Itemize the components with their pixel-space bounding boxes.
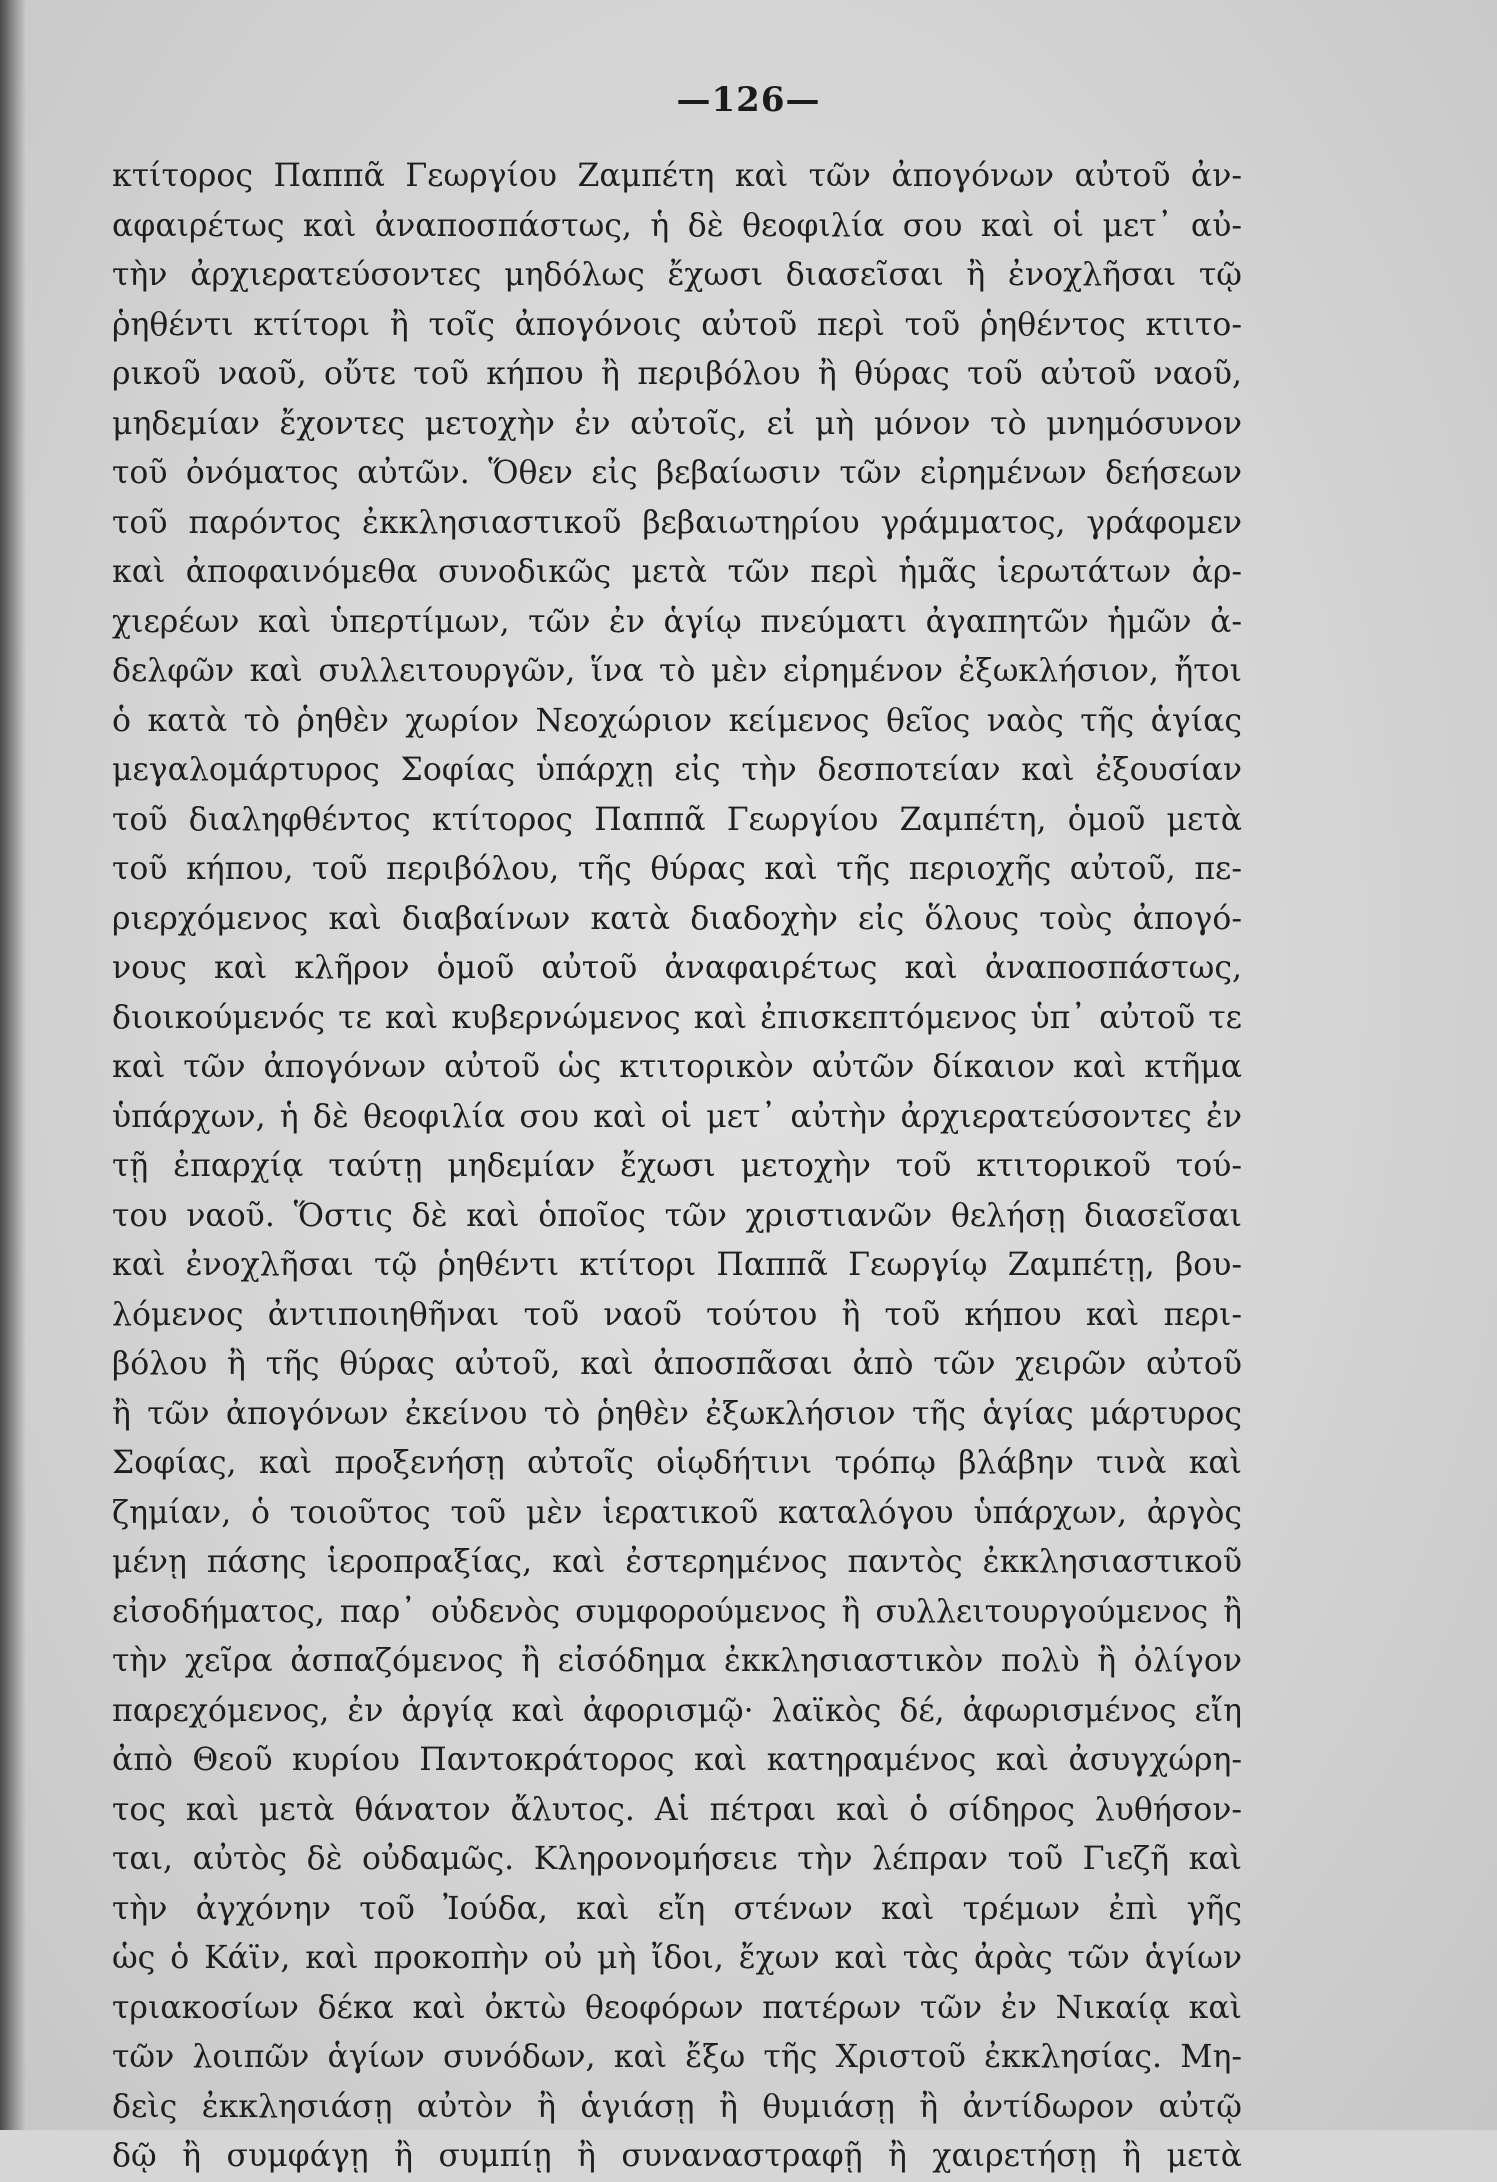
text-line: τῶν λοιπῶν ἁγίων συνόδων, καὶ ἔξω τῆς Χριστοῦ ἐκκλησίας. Μη-	[112, 2039, 1242, 2075]
text-line: καὶ ἐνοχλῆσαι τῷ ῥηθέντι κτίτορι Παππᾶ Γεωργίῳ Ζαμπέτῃ, βου-	[112, 1247, 1242, 1283]
text-line: τος καὶ μετὰ θάνατον ἄλυτος. Αἱ πέτραι καὶ ὁ σίδηρος λυθήσον-	[112, 1791, 1242, 1828]
text-line: τὴν ἀγχόνην τοῦ Ἰούδα, καὶ εἴη στένων καὶ τρέμων ἐπὶ γῆς	[112, 1890, 1242, 1927]
text-line: ται, αὐτὸς δὲ οὐδαμῶς. Κληρονομήσειε τὴν λέπραν τοῦ Γιεζῆ καὶ	[112, 1841, 1242, 1877]
text-line: τοῦ ὀνόματος αὐτῶν. Ὅθεν εἰς βεβαίωσιν τῶν εἰρημένων δεήσεων	[112, 455, 1242, 491]
text-line: ζημίαν, ὁ τοιοῦτος τοῦ μὲν ἱερατικοῦ καταλόγου ὑπάρχων, ἀργὸς	[112, 1494, 1242, 1531]
text-line: δεὶς ἐκκλησιάσῃ αὐτὸν ἢ ἁγιάσῃ ἢ θυμιάσῃ ἢ ἀντίδωρον αὐτῷ	[112, 2088, 1242, 2125]
text-line: καὶ ἀποφαινόμεθα συνοδικῶς μετὰ τῶν περὶ ἡμᾶς ἱερωτάτων ἀρ-	[112, 554, 1242, 590]
text-line: δῷ ἢ συμφάγῃ ἢ συμπίῃ ἢ συναναστραφῇ ἢ χαιρετήσῃ ἢ μετὰ	[112, 2138, 1242, 2174]
body-text	[112, 152, 1242, 2182]
text-line: Σοφίας, καὶ προξενήσῃ αὐτοῖς οἱῳδήτινι τρόπῳ βλάβην τινὰ καὶ	[112, 1445, 1242, 1481]
text-line: χιερέων καὶ ὑπερτίμων, τῶν ἐν ἁγίῳ πνεύματι ἀγαπητῶν ἡμῶν ἀ-	[112, 603, 1242, 640]
text-line: τοῦ διαληφθέντος κτίτορος Παππᾶ Γεωργίου Ζαμπέτη, ὁμοῦ μετὰ	[112, 801, 1242, 838]
text-line: ὡς ὁ Κάϊν, καὶ προκοπὴν οὐ μὴ ἴδοι, ἔχων καὶ τὰς ἀρὰς τῶν ἁγίων	[112, 1940, 1242, 1976]
text-line: τοῦ παρόντος ἐκκλησιαστικοῦ βεβαιωτηρίου γράμματος, γράφομεν	[112, 504, 1242, 541]
text-line: ἢ τῶν ἀπογόνων ἐκείνου τὸ ῥηθὲν ἐξωκλήσιον τῆς ἁγίας μάρτυρος	[112, 1395, 1242, 1432]
text-line: ἀπὸ Θεοῦ κυρίου Παντοκράτορος καὶ κατηραμένος καὶ ἀσυγχώρη-	[112, 1742, 1242, 1778]
text-line: εἰσοδήματος, παρ᾽ οὐδενὸς συμφορούμενος ἢ συλλειτουργούμενος ἢ	[112, 1593, 1242, 1630]
text-line: παρεχόμενος, ἐν ἀργίᾳ καὶ ἀφορισμῷ· λαϊκὸς δέ, ἀφωρισμένος εἴη	[112, 1692, 1242, 1729]
text-line: αφαιρέτως καὶ ἀναποσπάστως, ἡ δὲ θεοφιλία σου καὶ οἱ μετ᾽ αὐ-	[112, 207, 1242, 244]
text-line: ὑπάρχων, ἡ δὲ θεοφιλία σου καὶ οἱ μετ᾽ αὐτὴν ἀρχιερατεύσοντες ἐν	[112, 1098, 1242, 1135]
text-line: μένῃ πάσης ἱεροπραξίας, καὶ ἐστερημένος παντὸς ἐκκλησιαστικοῦ	[112, 1544, 1242, 1580]
text-line: βόλου ἢ τῆς θύρας αὐτοῦ, καὶ ἀποσπᾶσαι ἀπὸ τῶν χειρῶν αὐτοῦ	[112, 1346, 1242, 1382]
text-line: νους καὶ κλῆρον ὁμοῦ αὐτοῦ ἀναφαιρέτως καὶ ἀναποσπάστως,	[112, 950, 1242, 986]
text-line: τριακοσίων δέκα καὶ ὀκτὼ θεοφόρων πατέρων τῶν ἐν Νικαίᾳ καὶ	[112, 1989, 1242, 2026]
text-line: μηδεμίαν ἔχοντες μετοχὴν ἐν αὐτοῖς, εἰ μὴ μόνον τὸ μνημόσυνον	[112, 405, 1242, 442]
text-line: τοῦ κήπου, τοῦ περιβόλου, τῆς θύρας καὶ τῆς περιοχῆς αὐτοῦ, πε-	[112, 851, 1242, 887]
text-line: κτίτορος Παππᾶ Γεωργίου Ζαμπέτη καὶ τῶν ἀπογόνων αὐτοῦ ἀν-	[112, 158, 1242, 194]
text-line: ῥηθέντι κτίτορι ἢ τοῖς ἀπογόνοις αὐτοῦ περὶ τοῦ ῥηθέντος κτιτο-	[112, 306, 1242, 343]
text-line: δελφῶν καὶ συλλειτουργῶν, ἵνα τὸ μὲν εἰρημένον ἐξωκλήσιον, ἤτοι	[112, 653, 1242, 689]
text-line: ρικοῦ ναοῦ, οὔτε τοῦ κήπου ἢ περιβόλου ἢ θύρας τοῦ αὐτοῦ ναοῦ,	[112, 356, 1242, 392]
text-line: μεγαλομάρτυρος Σοφίας ὑπάρχῃ εἰς τὴν δεσποτείαν καὶ ἐξουσίαν	[112, 752, 1242, 788]
binding-shadow	[0, 0, 26, 2130]
text-line: καὶ τῶν ἀπογόνων αὐτοῦ ὡς κτιτορικὸν αὐτῶν δίκαιον καὶ κτῆμα	[112, 1049, 1242, 1085]
text-line: του ναοῦ. Ὅστις δὲ καὶ ὁποῖος τῶν χριστιανῶν θελήσῃ διασεῖσαι	[112, 1197, 1242, 1234]
text-line: τὴν ἀρχιερατεύσοντες μηδόλως ἔχωσι διασεῖσαι ἢ ἐνοχλῆσαι τῷ	[112, 257, 1242, 293]
text-line: τῇ ἐπαρχίᾳ ταύτῃ μηδεμίαν ἔχωσι μετοχὴν τοῦ κτιτορικοῦ τού-	[112, 1148, 1242, 1184]
text-line: ὁ κατὰ τὸ ῥηθὲν χωρίον Νεοχώριον κείμενος θεῖος ναὸς τῆς ἁγίας	[112, 702, 1242, 739]
text-line: λόμενος ἀντιποιηθῆναι τοῦ ναοῦ τούτου ἢ τοῦ κήπου καὶ περι-	[112, 1296, 1242, 1333]
text-line: ριερχόμενος καὶ διαβαίνων κατὰ διαδοχὴν εἰς ὅλους τοὺς ἀπογό-	[112, 900, 1242, 937]
page-number: —126—	[676, 80, 821, 120]
text-line: διοικούμενός τε καὶ κυβερνώμενος καὶ ἐπισκεπτόμενος ὑπ᾽ αὐτοῦ τε	[112, 999, 1242, 1036]
text-line: τὴν χεῖρα ἀσπαζόμενος ἢ εἰσόδημα ἐκκλησιαστικὸν πολὺ ἢ ὀλίγον	[112, 1643, 1242, 1679]
